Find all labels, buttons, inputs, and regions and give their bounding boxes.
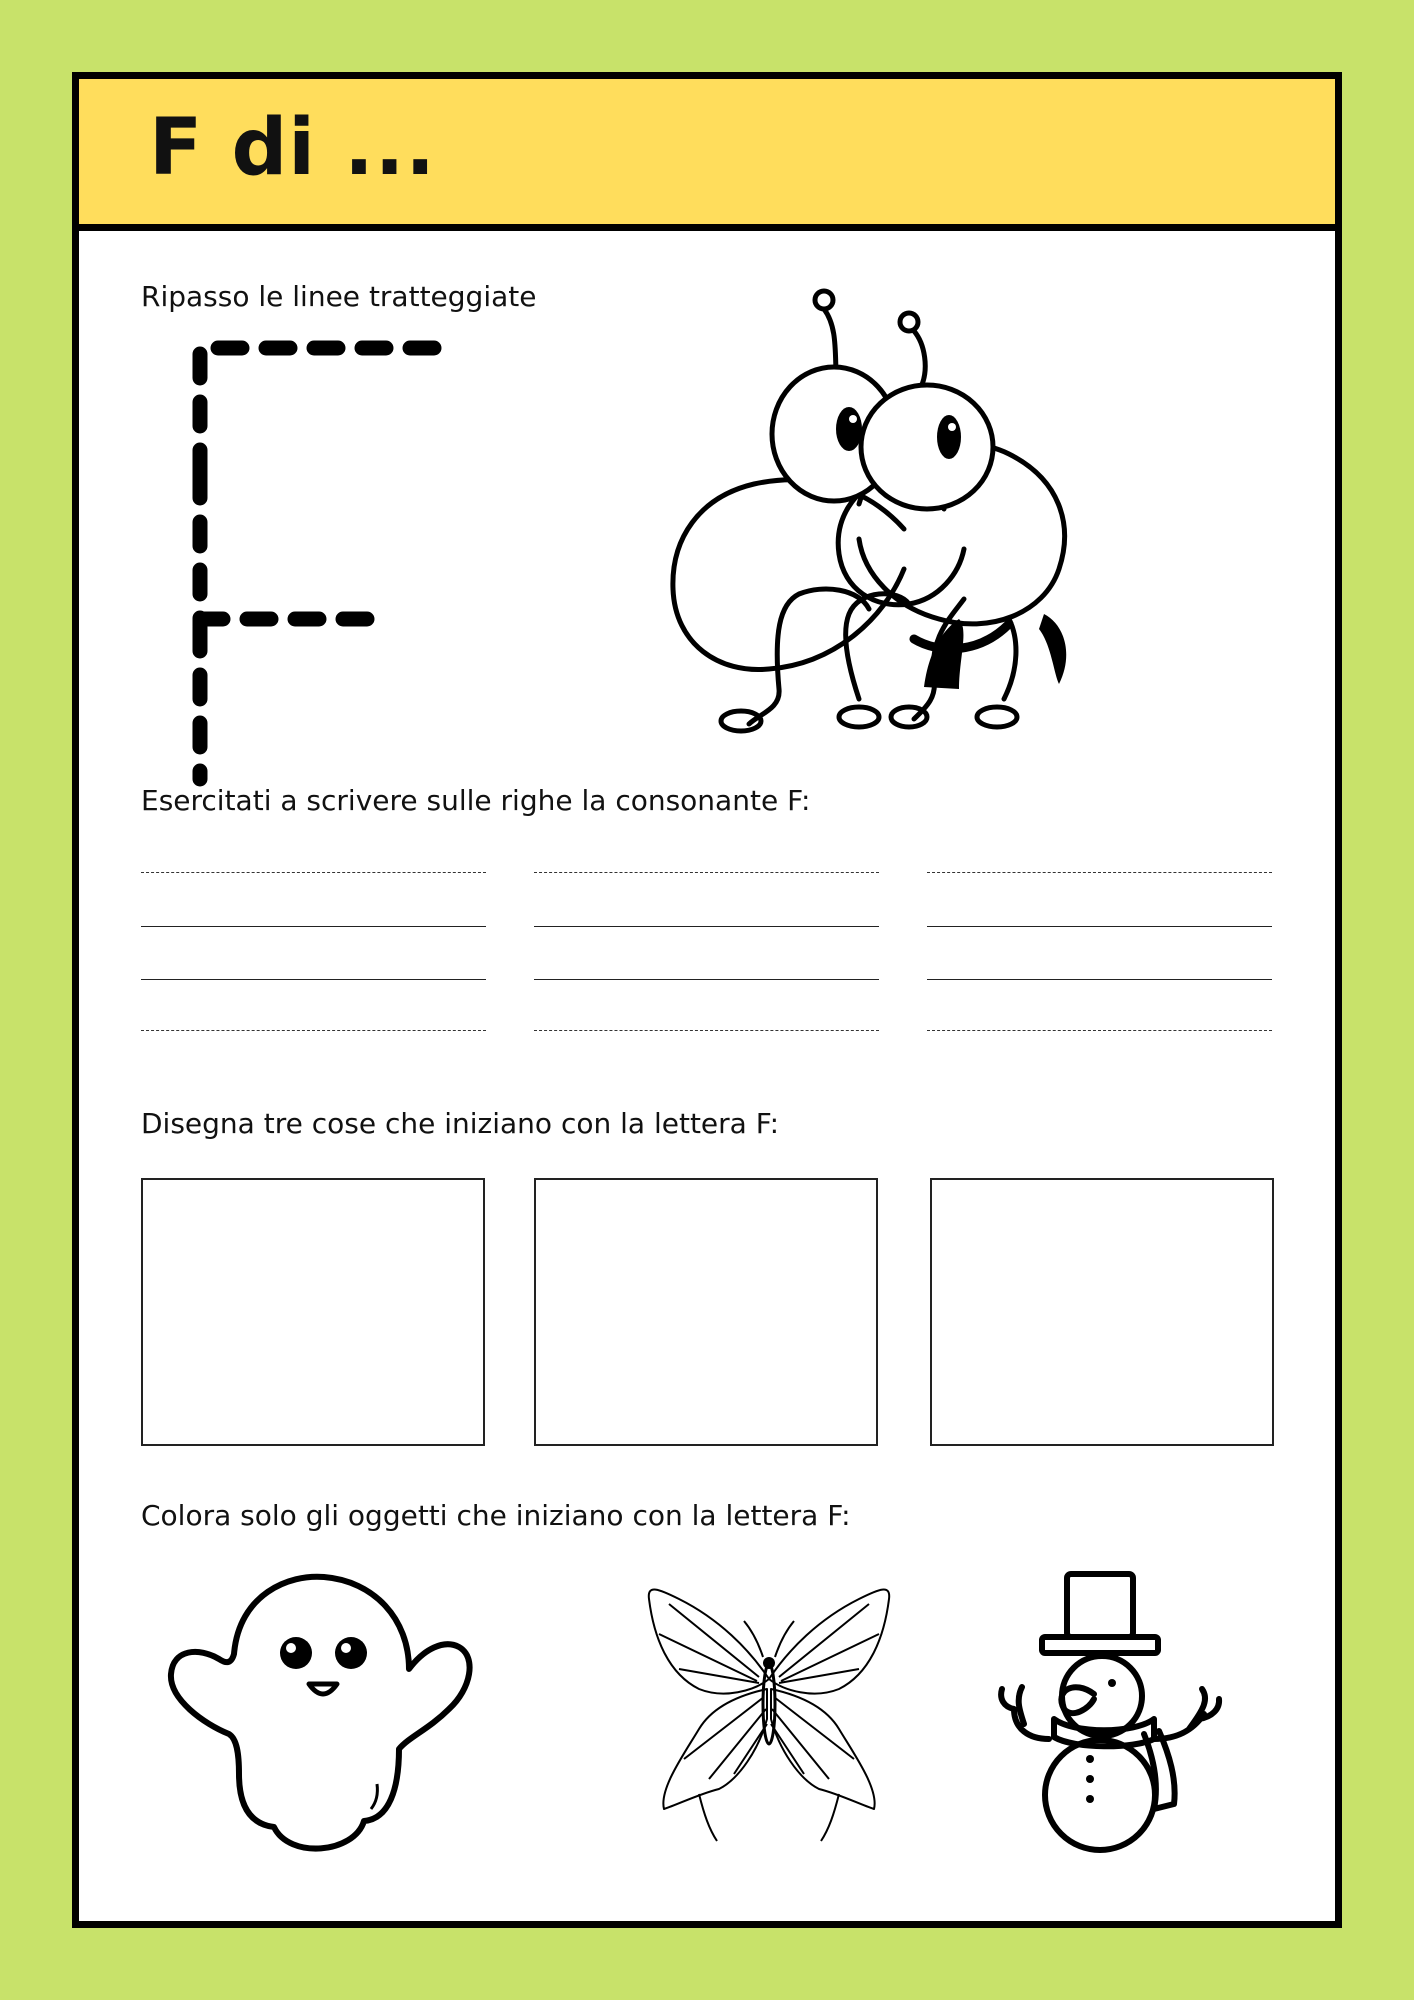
writing-guide-line <box>141 872 486 873</box>
writing-line <box>534 926 879 927</box>
worksheet <box>72 72 1342 1928</box>
writing-line <box>141 979 486 980</box>
writing-line <box>927 979 1272 980</box>
drawing-box-2[interactable] <box>534 1178 878 1446</box>
writing-lines-1[interactable] <box>141 872 486 1032</box>
letter-F-dashed-icon <box>169 339 469 809</box>
writing-guide-line <box>141 1030 486 1031</box>
header-banner <box>79 79 1335 231</box>
writing-guide-line <box>534 1030 879 1031</box>
writing-line <box>534 979 879 980</box>
trace-instruction: Ripasso le linee tratteggiate <box>141 280 537 313</box>
page-title: F di ... <box>149 103 437 193</box>
color-instruction: Colora solo gli oggetti che iniziano con la lettera F: <box>141 1499 851 1532</box>
draw-instruction: Disegna tre cose che iniziano con la lettera F: <box>141 1107 780 1140</box>
write-instruction: Esercitati a scrivere sulle righe la consonante F: <box>141 784 811 817</box>
writing-line <box>141 926 486 927</box>
drawing-box-1[interactable] <box>141 1178 485 1446</box>
ghost-icon[interactable] <box>159 1559 479 1869</box>
butterfly-icon[interactable] <box>639 1579 899 1849</box>
writing-guide-line <box>927 1030 1272 1031</box>
writing-guide-line <box>534 872 879 873</box>
writing-lines-3[interactable] <box>927 872 1272 1032</box>
snowman-icon[interactable] <box>994 1559 1254 1859</box>
writing-line <box>927 926 1272 927</box>
writing-guide-line <box>927 872 1272 873</box>
ant-icon <box>659 269 1219 739</box>
writing-lines-2[interactable] <box>534 872 879 1032</box>
drawing-box-3[interactable] <box>930 1178 1274 1446</box>
